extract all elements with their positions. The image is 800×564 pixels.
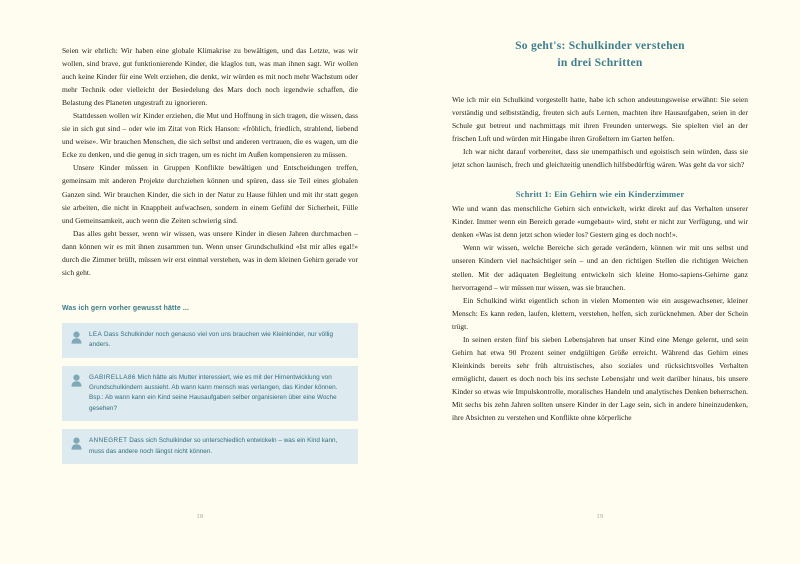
quote-speaker: GABIRELLA86 (89, 373, 136, 381)
chapter-heading-line-1: So geht's: Schulkinder verstehen (515, 39, 685, 52)
reader-quotes-list (62, 323, 358, 464)
quote-box (62, 323, 358, 358)
left-paragraph-4: Das alles geht besser, wenn wir wissen, was unsere Kinder in diesen Jahren durchmachen – dann können wir es mit ihnen zusammen tun. Wenn unser Grundschulkind «Ist mir alles egal!» durch die Zimmer brüllt, müssen wir erst einmal verstehen, was in dem kleinen Gehirn gerade vor sich geht. (62, 228, 358, 277)
left-paragraph-1: Seien wir ehrlich: Wir haben eine globale Klimakrise zu bewältigen, und das Letzte, was wir wollen, sind brave, gut funktionierende Kinder, die klaglos tun, was man ihnen sagt. Wir wollen auch keine Kinder für eine Welt erziehen, die denkt, wir würden es mit noch mehr Wachstum oder mehr Technik oder vielleicht der Besiedelung des Mars doch noch irgendwie schaffen, die Belastung des Planeten ungestraft zu ignorieren. (62, 46, 358, 108)
right-page-number: 19 (596, 513, 604, 520)
left-paragraph-3: Unsere Kinder müssen in Gruppen Konflikte bewältigen und Entscheidungen treffen, gemeinsam mit anderen Projekte durchziehen können und spüren, dass sie Teil eines globalen Ganzen sind. Wir brauchen Kinder, die sich in der Natur zu Hause fühlen und mit ihr statt gegen sie arbeiten, die nicht in Knappheit aufwachsen, sondern in einem Gefühl der Sicherheit, Fülle und Gemeinsamkeit, auch wenn die Zeiten schwierig sind. (62, 163, 358, 225)
person-avatar-icon (71, 374, 82, 387)
quote-body (89, 330, 346, 351)
quote-box (62, 366, 358, 422)
left-page-number: 18 (196, 513, 204, 520)
right-section-paragraph-2: Wenn wir wissen, welche Bereiche sich gerade verändern, können wir mit uns selbst und unseren Kindern viel nachsichtiger sein – und an den richtigen Stellen die richtigen Weichen stellen. Mit der adäquaten Begleitung entwickeln sich kleine Homo-sapiens-Gehirne ganz hervorragend – wir müssen nur wissen, was sie brauchen. (452, 243, 748, 292)
right-page (400, 0, 800, 564)
left-paragraph-2: Stattdessen wollen wir Kinder erziehen, die Mut und Hoffnung in sich tragen, die wissen, dass sie in sich gut sind – oder wie im Zitat von Rick Hanson: «fröhlich, friedlich, strahlend, liebend und weise». Wir brauchen Menschen, die sich selbst und anderen vertrauen, die es wagen, um die Ecke zu denken, und die genug in sich tragen, um es nicht im Außen kompensieren zu müssen. (62, 111, 358, 160)
right-section-paragraph-4: In seinen ersten fünf bis sieben Lebensjahren hat unser Kind eine Menge gelernt, und sein Gehirn hat etwa 90 Prozent seiner endgültigen Größe erreicht. Während das Gehirn eines Kleinkinds bereits sehr früh altruistisches, also soziales und rücksichtsvolles Verhalten ermöglicht, dauert es doch noch bis ins sechste Lebensjahr und weit darüber hinaus, bis unsere Kinder so etwas wie Impulskontrolle, moralisches Handeln und analytisches Denken beherrschen. Mit sechs bis zehn Jahren sollten unsere Kinder in der Lage sein, sich in andere hineinzudenken, ihre Absichten zu verstehen und Konflikte ohne körperliche (452, 334, 748, 423)
right-section-paragraph-1: Wie und wann das menschliche Gehirn sich entwickelt, wirkt direkt auf das Verhalten unserer Kinder. Immer wenn ein Bereich gerade «umgebaut» wird, steht er nicht zur Verfügung, und wir denken «Was ist denn jetzt schon wieder los? Gestern ging es doch noch!». (452, 204, 748, 240)
person-avatar-icon (71, 331, 82, 344)
chapter-heading (452, 38, 748, 71)
quote-box (62, 429, 358, 464)
quote-speaker: LEA (89, 330, 103, 338)
right-intro-paragraph-2: Ich war nicht darauf vorbereitet, dass sie unempathisch und egoistisch sein würden, dass sie jetzt schon launisch, frech und gleichzeitig unendlich hilfsbedürftig wären. Was geht da vor sich? (452, 147, 748, 170)
quote-content: Dass Schulkinder noch genauso viel von uns brauchen wie Kleinkinder, nur völlig anders. (89, 330, 334, 349)
quote-body (89, 436, 346, 457)
section-heading: Schritt 1: Ein Gehirn wie ein Kinderzimmer (515, 189, 685, 200)
callout-intro-label: Was ich gern vorher gewusst hätte ... (62, 304, 190, 312)
quote-speaker: ANNEGRET (89, 437, 128, 445)
quote-content: Dass sich Schulkinder so unterschiedlich entwickeln – was ein Kind kann, muss das andere noch längst nicht können. (89, 437, 338, 455)
quote-body (89, 373, 346, 415)
right-intro-paragraph-1: Wie ich mir ein Schulkind vorgestellt hatte, habe ich schon andeutungsweise erwähnt: Sie seien verständig und selbstständig, freuten sich aufs Lernen, machten ihre Hausaufgaben, seien in der Schule gut betreut und nachmittags mit ihren Freunden unterwegs. Sie spielten viel an der frischen Luft und würden mit Hingabe ihren Großeltern im Garten helfen. (452, 95, 748, 144)
right-section-paragraph-3: Ein Schulkind wirkt eigentlich schon in vielen Momenten wie ein ausgewachsener, kleiner Mensch: Es kann reden, laufen, klettern, verstehen, helfen, sich zurücknehmen. Aber der Schein trügt. (452, 295, 748, 331)
quote-content: Mich hätte als Mutter interessiert, wie es mit der Hirnentwicklung von Grundschulkindern aussieht. Ab wann kann mensch was verlangen, das Kinder können. Bsp.: Ab wann kann ein Kind seine Hausaufgaben selber organisieren über eine Woche gesehen? (89, 373, 338, 412)
person-avatar-icon (71, 437, 82, 450)
chapter-heading-line-2: in drei Schritten (557, 55, 643, 69)
